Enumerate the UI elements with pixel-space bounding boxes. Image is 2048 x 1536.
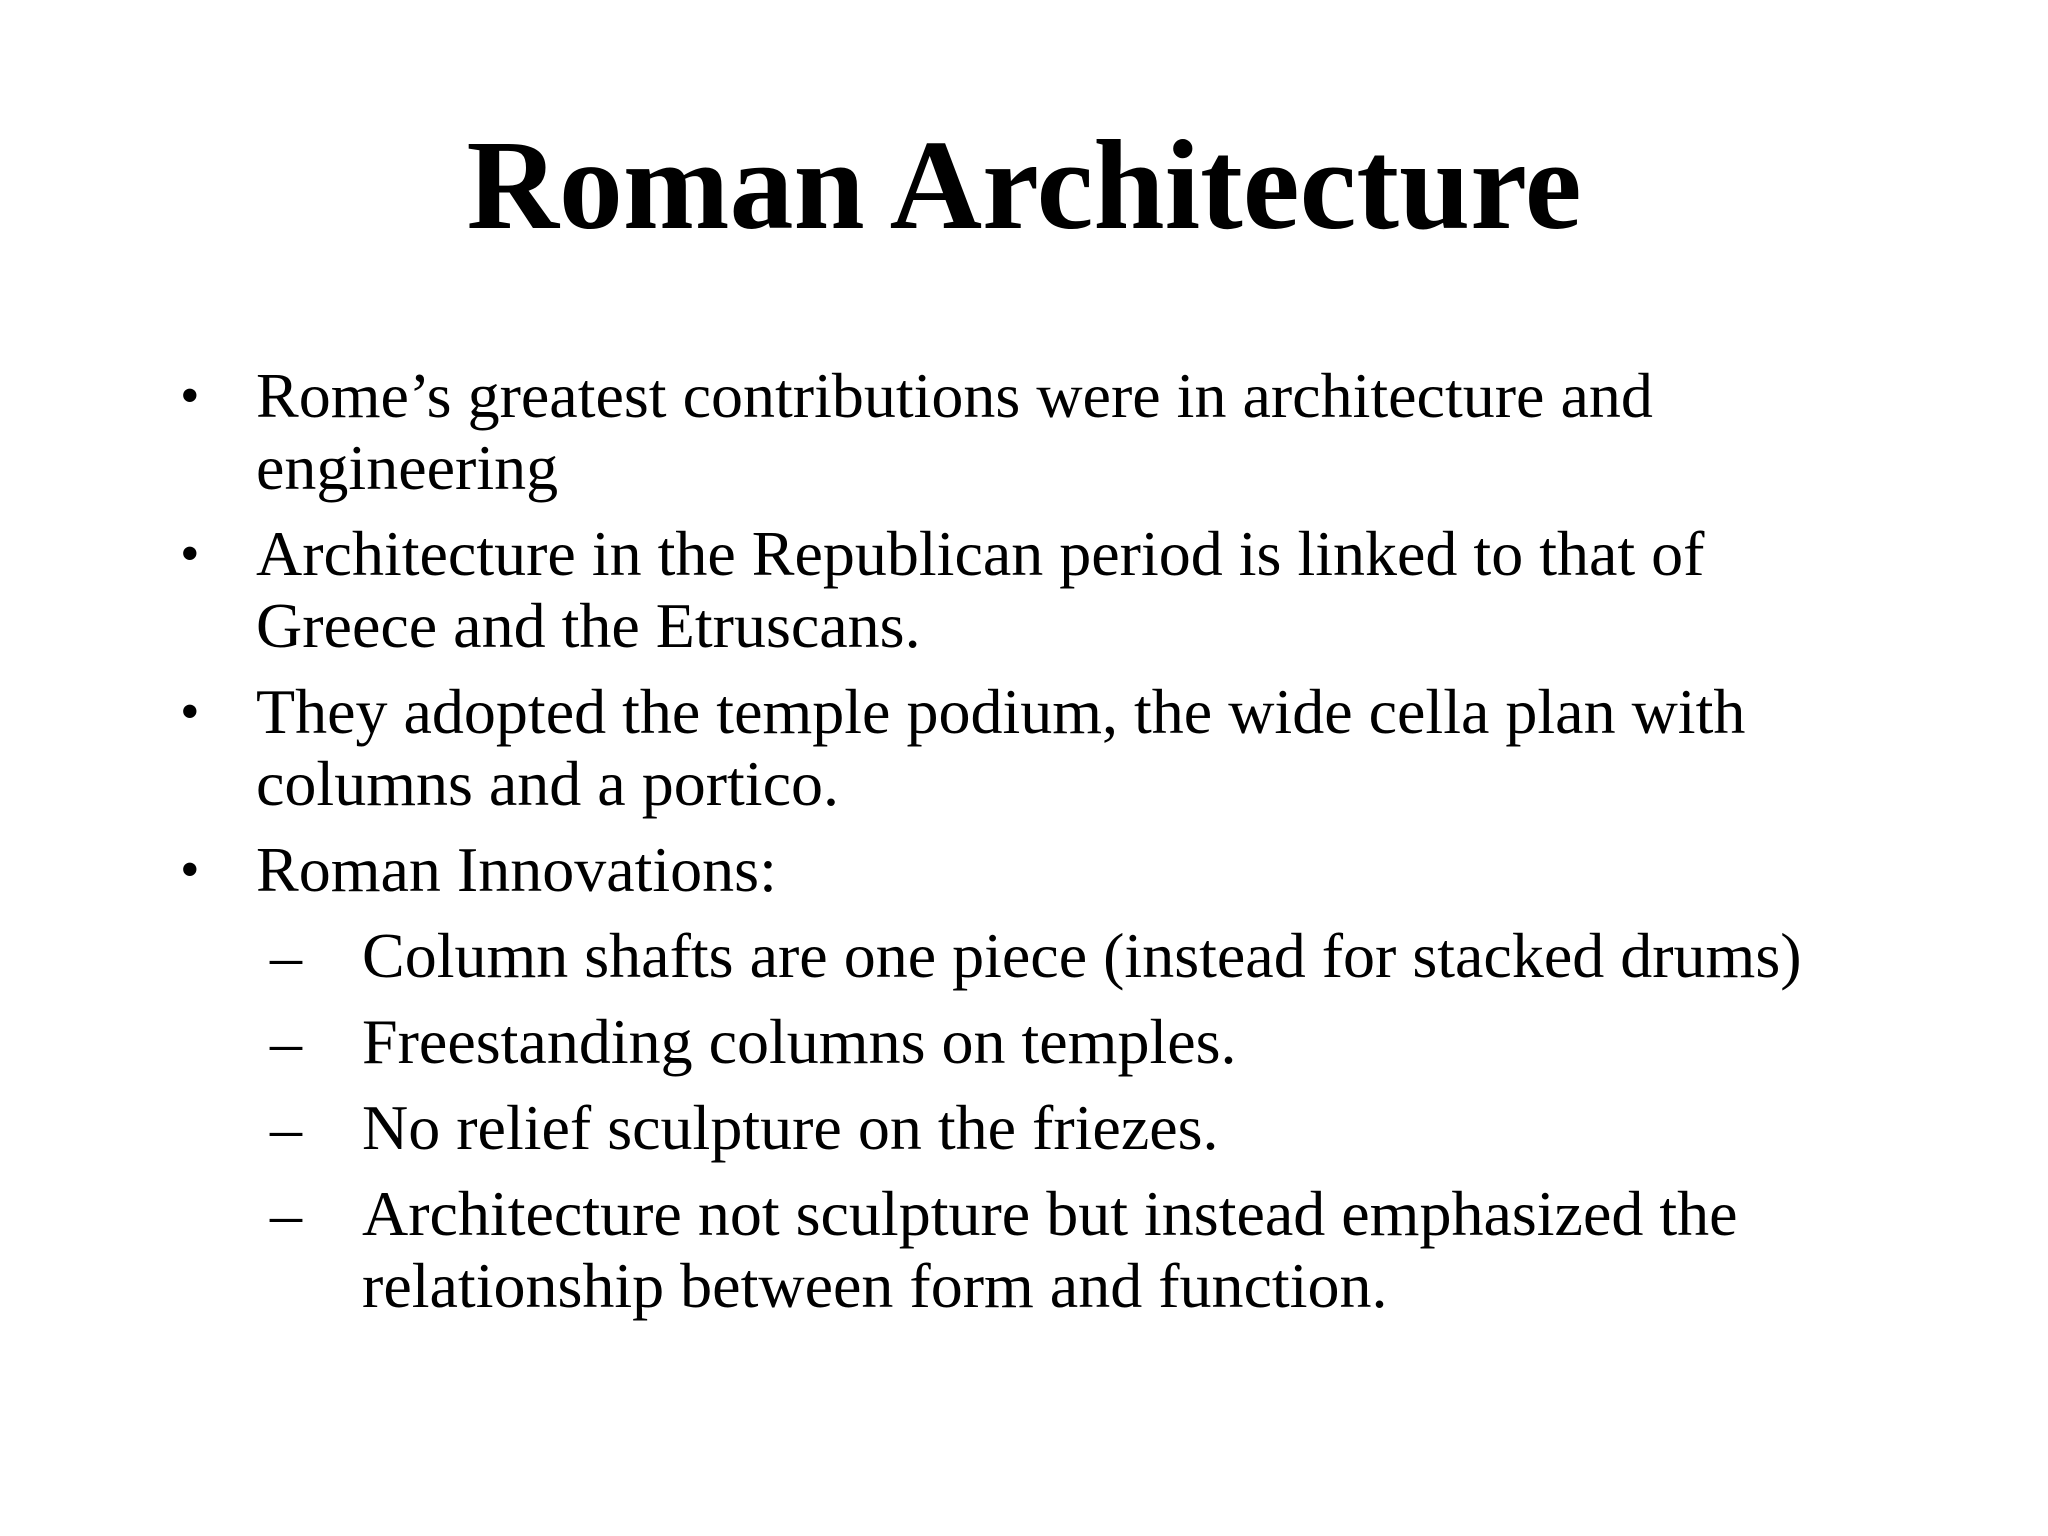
sub-bullet-list bbox=[256, 920, 1900, 1322]
bullet-text: Roman Innovations: bbox=[256, 834, 777, 905]
bullet-item bbox=[180, 518, 1900, 662]
bullet-marker: • bbox=[180, 681, 200, 743]
sub-bullet-text: Freestanding columns on temples. bbox=[362, 1006, 1237, 1077]
sub-bullet-marker: – bbox=[270, 1006, 302, 1077]
sub-bullet-item bbox=[270, 920, 1900, 992]
sub-bullet-marker: – bbox=[270, 1092, 302, 1163]
bullet-item bbox=[180, 676, 1900, 820]
bullet-item bbox=[180, 834, 1900, 1322]
sub-bullet-item bbox=[270, 1092, 1900, 1164]
bullet-marker: • bbox=[180, 365, 200, 427]
sub-bullet-item bbox=[270, 1178, 1900, 1322]
sub-bullet-item bbox=[270, 1006, 1900, 1078]
sub-bullet-text: Architecture not sculpture but instead emphasized the relationship between form and function. bbox=[362, 1178, 1738, 1321]
bullet-text: They adopted the temple podium, the wide cella plan with columns and a portico. bbox=[256, 676, 1746, 819]
sub-bullet-text: Column shafts are one piece (instead for stacked drums) bbox=[362, 920, 1802, 991]
bullet-marker: • bbox=[180, 523, 200, 585]
bullet-text: Rome’s greatest contributions were in architecture and engineering bbox=[256, 360, 1653, 503]
sub-bullet-text: No relief sculpture on the friezes. bbox=[362, 1092, 1219, 1163]
bullet-text: Architecture in the Republican period is linked to that of Greece and the Etruscans. bbox=[256, 518, 1705, 661]
bullet-marker: • bbox=[180, 839, 200, 901]
slide-title: Roman Architecture bbox=[466, 114, 1582, 256]
bullet-list bbox=[180, 360, 1900, 1336]
bullet-item bbox=[180, 360, 1900, 504]
sub-bullet-marker: – bbox=[270, 1178, 302, 1249]
sub-bullet-marker: – bbox=[270, 920, 302, 991]
